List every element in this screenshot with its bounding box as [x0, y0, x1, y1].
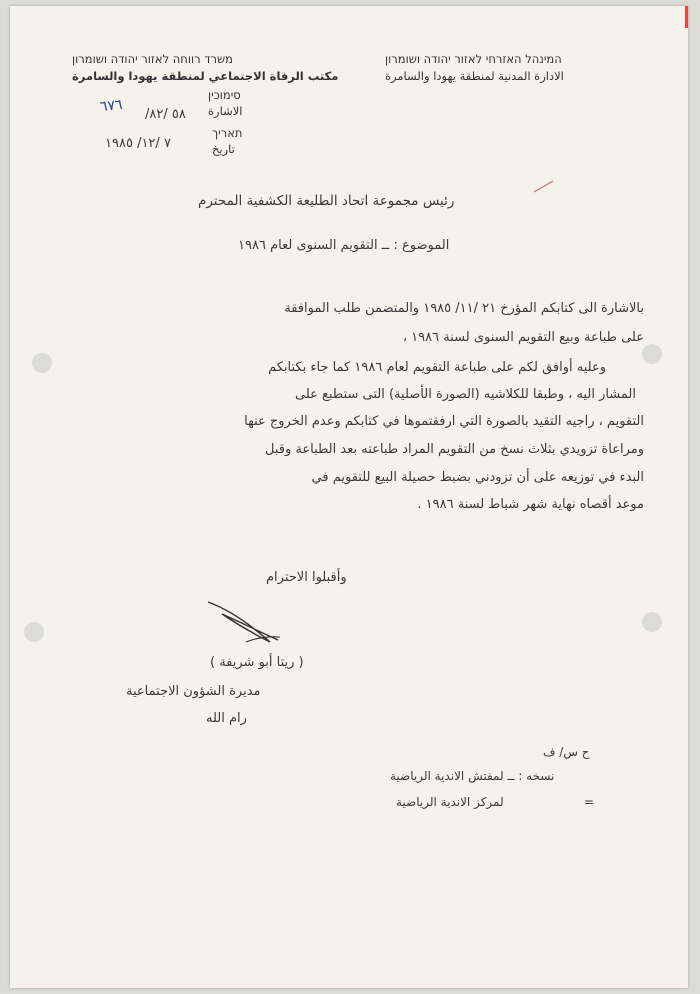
date-label-arabic: تاريخ [212, 142, 235, 156]
document-page [10, 6, 688, 988]
body-line-5: التقويم ، راجيه التقيد بالصورة التي ارفقتموها في كتابكم وعدم الخروج عنها [244, 414, 644, 429]
signatory-title: مديرة الشؤون الاجتماعية [126, 684, 261, 699]
initials-line: ح س/ ف [543, 745, 590, 759]
header-left-hebrew: משרד רווחה לאזור יהודה ושומרון [72, 52, 233, 66]
punch-hole-left-bottom [24, 622, 44, 642]
pencil-check-mark [532, 178, 556, 196]
punch-hole-left-top [32, 353, 52, 373]
punch-hole-right-top [642, 344, 662, 364]
header-right-hebrew: המינהל האזרחי לאזור יהודה ושומרון [385, 52, 562, 66]
closing-line: وأقبلوا الاحترام [266, 570, 347, 585]
date-label-hebrew: תאריך [212, 126, 243, 140]
subject-line: الموضوع : ــ التقويم السنوى لعام ١٩٨٦ [238, 238, 450, 253]
date-value: ٧ /١٢/ ١٩٨٥ [105, 136, 171, 151]
header-right-arabic: الادارة المدنية لمنطقة يهودا والسامرة [385, 69, 564, 83]
signatory-name: ( ريتا أبو شريفة ) [210, 655, 304, 670]
copy-to-line-1: نسخه : ــ لمفتش الاندية الرياضية [390, 769, 555, 783]
header-left-arabic: مكتب الرفاة الاجتماعي لمنطقة يهودا والسامرة [72, 69, 339, 83]
body-line-8: موعد أقصاه نهاية شهر شباط لسنة ١٩٨٦ . [417, 497, 644, 512]
recipient-line: رئيس مجموعة اتحاد الطليعة الكشفية المحترم [198, 193, 455, 209]
copy-to-line-2: لمركز الاندية الرياضية [396, 795, 504, 809]
copy-to-ditto-mark: = [584, 795, 595, 809]
handwritten-signature [200, 596, 290, 656]
red-margin-mark [685, 6, 688, 28]
punch-hole-right-bottom [642, 612, 662, 632]
body-line-3: وعليه أوافق لكم على طباعة التقويم لعام ١٩٨٦ كما جاء بكتابكم [268, 360, 606, 375]
handwritten-reference-number: ٦٧٦ [99, 96, 124, 116]
signatory-place: رام الله [206, 711, 247, 726]
body-line-4: المشار اليه ، وطبقا للكلاشيه (الصورة الأصلية) التى ستطبع على [295, 387, 636, 402]
reference-label-arabic: الاشارة [208, 104, 243, 118]
reference-label-hebrew: סימוכין [208, 88, 241, 102]
body-line-6: ومراعاة تزويدي بثلاث نسخ من التقويم المراد طباعته بعد الطباعة وقبل [265, 442, 644, 457]
body-line-7: البدء في توزيعه على أن تزودني بضبط حصيلة البيع للتقويم في [311, 470, 644, 485]
body-line-1: بالاشارة الى كتابكم المؤرخ ٢١ /١١/ ١٩٨٥ والمتضمن طلب الموافقة [284, 301, 644, 316]
body-line-2: على طباعة وبيع التقويم السنوى لسنة ١٩٨٦ ، [402, 330, 644, 345]
reference-value: ٥٨ /٨٢/ [145, 107, 186, 122]
